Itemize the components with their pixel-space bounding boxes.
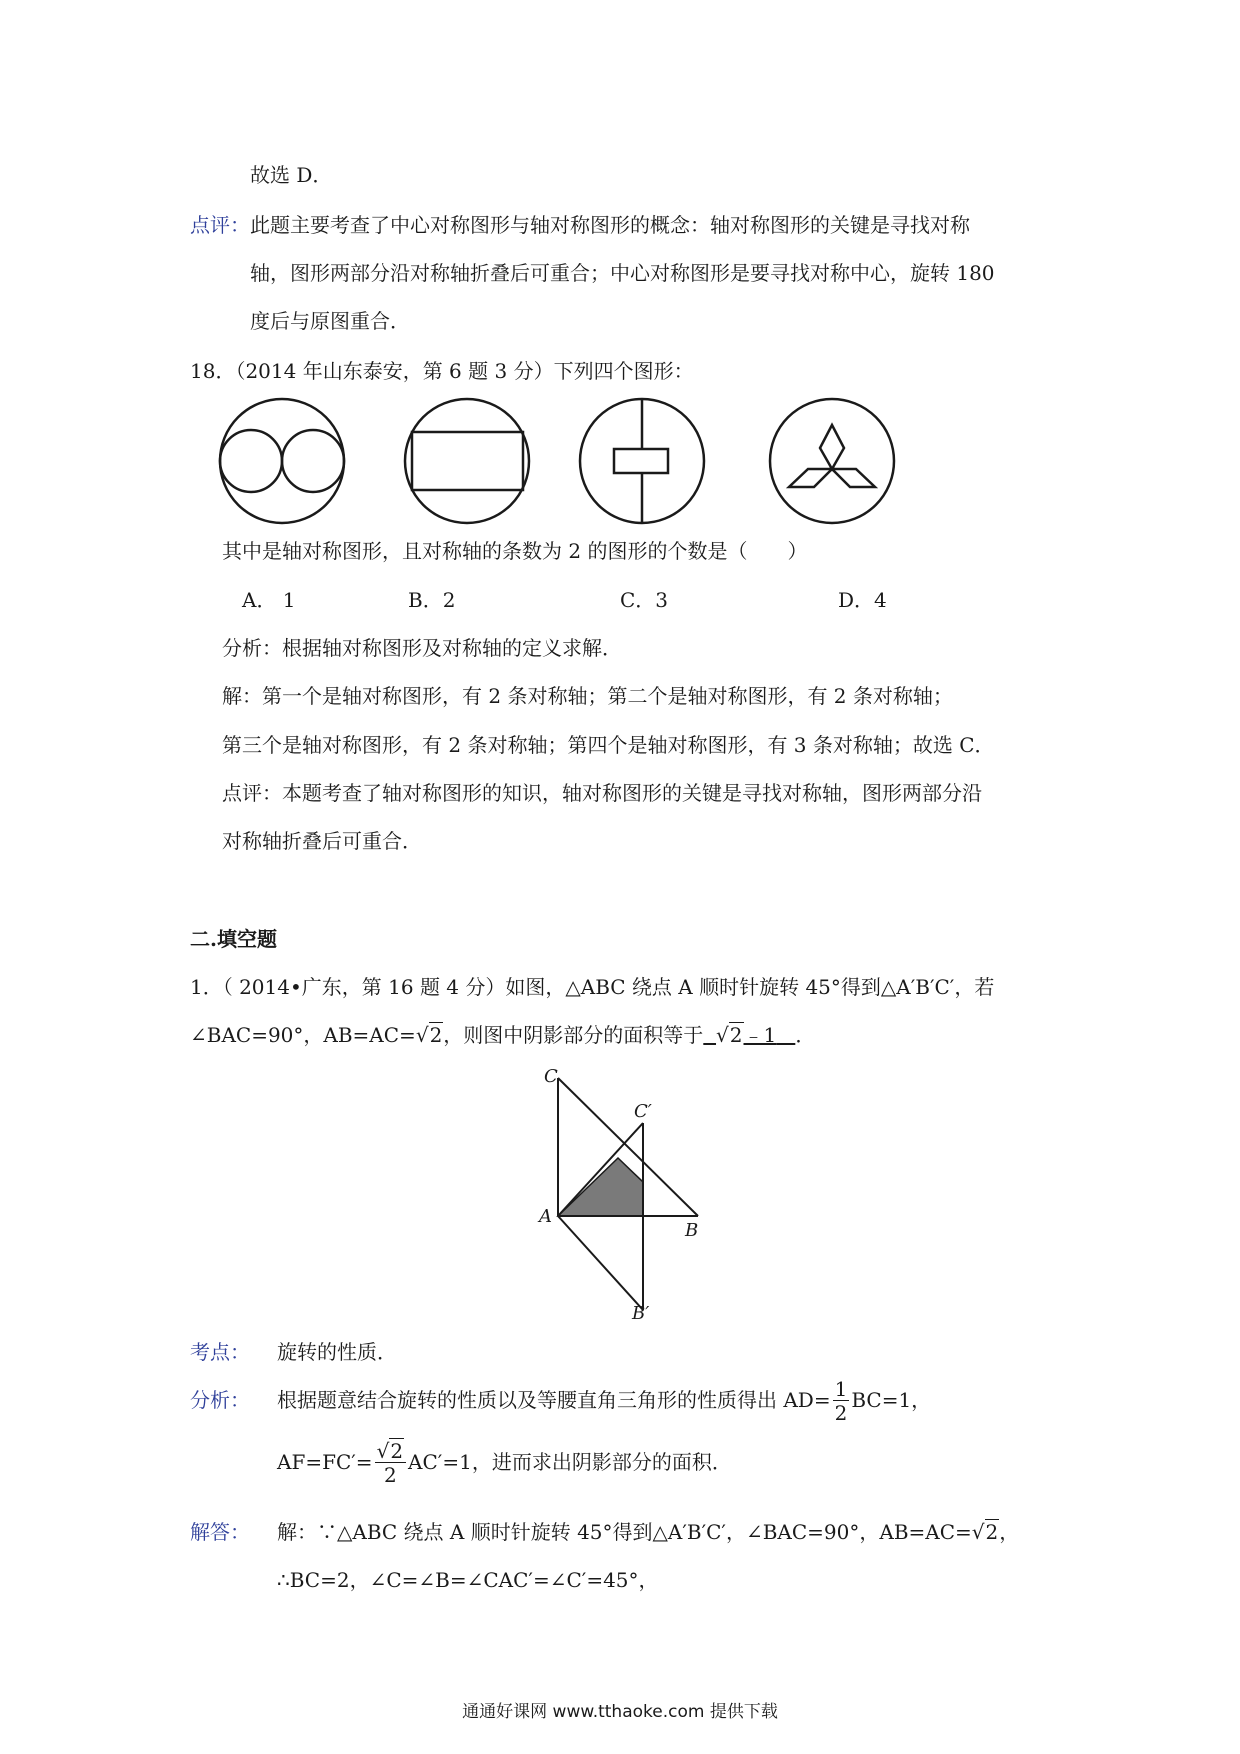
comment-line-2: 轴，图形两部分沿对称轴折叠后可重合；中心对称图形是要寻找对称中心，旋转 180: [250, 261, 995, 285]
q1-header-line-2: [190, 1021, 815, 1049]
kaodian-label: 考点：: [190, 1340, 250, 1364]
q18-stem: 其中是轴对称图形，且对称轴的条数为 2 的图形的个数是（ ）: [222, 539, 808, 563]
q1-header-line-2-middle: ，则图中阴影部分的面积等于: [443, 1023, 704, 1047]
q18-option-b: B．2: [408, 588, 456, 612]
page-footer: 通通好课网 www.tthaoke.com 提供下载: [462, 1702, 778, 1722]
fraction-numerator: 1: [834, 1377, 848, 1401]
figure-1-two-circles: [220, 399, 344, 523]
sqrt-symbol: √2: [971, 1520, 999, 1544]
sqrt-radicand: 2: [429, 1023, 443, 1047]
jieda-line-1-suffix: ，: [999, 1520, 1020, 1544]
sqrt-radicand: 2: [985, 1520, 999, 1544]
q18-figures: [210, 395, 910, 530]
answer-rest: ﹣1: [743, 1023, 777, 1047]
label-b-prime: B′: [632, 1303, 650, 1320]
sqrt-symbol: √2: [415, 1023, 443, 1047]
fraction-sqrt2-over-2: [375, 1440, 406, 1487]
q18-analysis: 分析：根据轴对称图形及对称轴的定义求解．: [222, 636, 622, 660]
section-title: 二.填空题: [190, 927, 277, 951]
jieda-line-1-prefix: 解：∵△ABC 绕点 A 顺时针旋转 45°得到△A′B′C′，∠BAC=90°，AB=AC=: [277, 1520, 972, 1544]
sqrt-radicand: 2: [390, 1439, 404, 1463]
jieda-line-1: [277, 1518, 1019, 1546]
q1-header-line-2-end: ．: [795, 1023, 816, 1047]
jieda-line-2: ∴BC=2，∠C=∠B=∠CAC′=∠C′=45°，: [277, 1568, 659, 1592]
fenxi-line-2-prefix: AF=FC′=: [277, 1450, 373, 1474]
fenxi-line-1: [277, 1378, 931, 1425]
fraction-denominator: 2: [834, 1401, 848, 1425]
q18-comment-line-1: 点评：本题考查了轴对称图形的知识，轴对称图形的关键是寻找对称轴，图形两部分沿: [222, 781, 982, 805]
q1-answer: [703, 1023, 795, 1047]
label-b: B: [685, 1220, 699, 1241]
answer-sqrt-radicand: 2: [729, 1023, 743, 1047]
fenxi-line-1-prefix: 根据题意结合旋转的性质以及等腰直角三角形的性质得出 AD=: [277, 1388, 831, 1412]
fenxi-line-1-suffix: BC=1，: [851, 1388, 932, 1412]
figure-3-line-and-box: [580, 399, 704, 523]
figure-2-rectangle-in-circle: [405, 399, 529, 523]
comment-label: 点评：: [190, 213, 250, 237]
rotation-figure: [530, 1060, 720, 1320]
q18-option-d: D．4: [838, 588, 887, 612]
fenxi-line-2-suffix: AC′=1，进而求出阴影部分的面积．: [408, 1450, 732, 1474]
label-a: A: [539, 1206, 552, 1227]
label-c: C: [544, 1066, 558, 1087]
fraction-denominator: 2: [383, 1463, 397, 1487]
label-c-prime: C′: [634, 1101, 652, 1122]
comment-line-1: 此题主要考查了中心对称图形与轴对称图形的概念：轴对称图形的关键是寻找对称: [250, 213, 970, 237]
q1-header-line-1: 1．（ 2014•广东，第 16 题 4 分）如图，△ABC 绕点 A 顺时针旋转 45°得到△A′B′C′，若: [190, 975, 995, 999]
fraction-numerator: [375, 1440, 406, 1463]
jieda-label: 解答：: [190, 1520, 250, 1544]
q18-option-a: A． 1: [242, 588, 296, 612]
kaodian-text: 旋转的性质．: [277, 1340, 397, 1364]
q18-option-c: C．3: [620, 588, 669, 612]
sqrt-symbol: √2: [376, 1439, 404, 1463]
q18-comment-line-2: 对称轴折叠后可重合．: [222, 829, 422, 853]
fraction-one-half: [833, 1378, 850, 1425]
fenxi-line-2: [277, 1440, 732, 1487]
q1-header-line-2-prefix: ∠BAC=90°，AB=AC=: [190, 1023, 416, 1047]
choose-d-text: 故选 D．: [250, 163, 333, 187]
comment-line-3: 度后与原图重合．: [250, 309, 410, 333]
q18-solution-line-2: 第三个是轴对称图形，有 2 条对称轴；第四个是轴对称图形，有 3 条对称轴；故选 C．: [222, 733, 995, 757]
q18-solution-line-1: 解：第一个是轴对称图形，有 2 条对称轴；第二个是轴对称图形，有 2 条对称轴；: [222, 684, 953, 708]
fenxi-label: 分析：: [190, 1388, 250, 1412]
answer-sqrt-symbol: √2: [716, 1023, 743, 1047]
shaded-region: [558, 1158, 643, 1216]
figure-4-three-rhombi: [770, 399, 894, 523]
q18-header: 18．（2014 年山东泰安，第 6 题 3 分）下列四个图形：: [190, 359, 694, 383]
